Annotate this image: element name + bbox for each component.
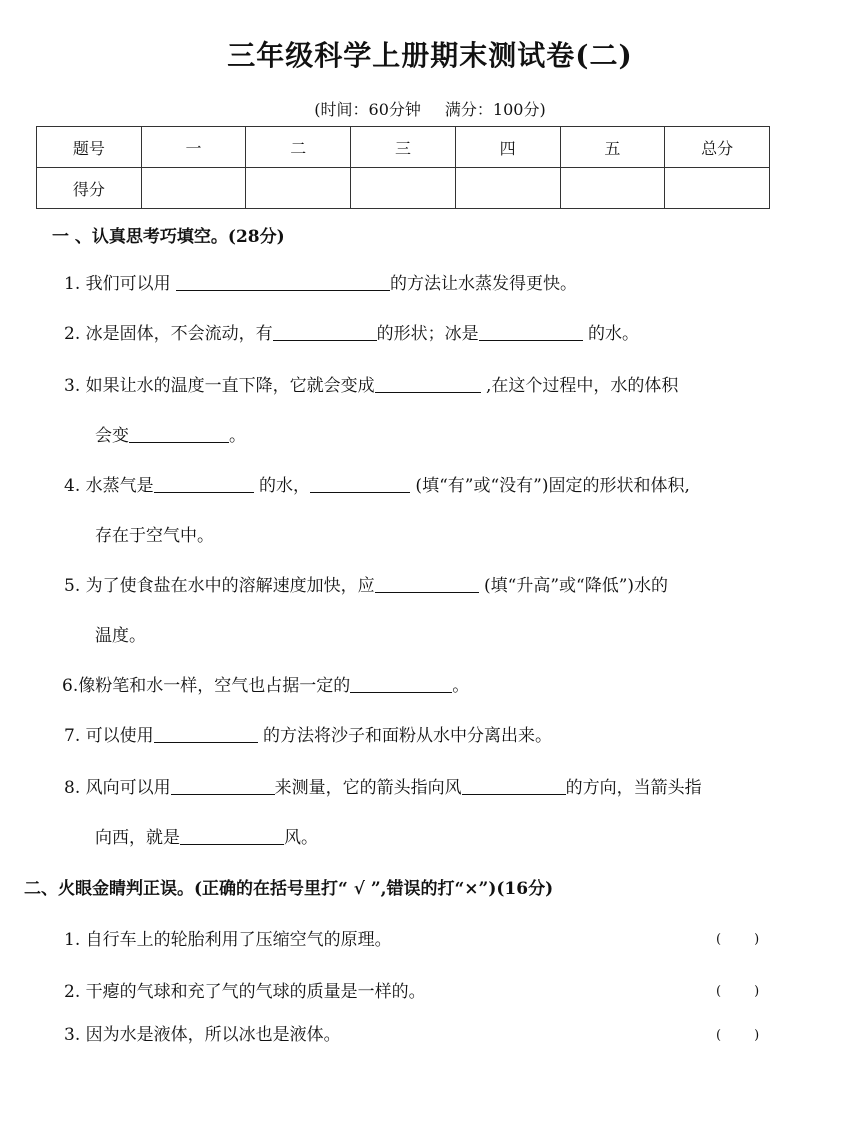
answer-blank[interactable] (154, 474, 254, 493)
question-2-text-a: 2. 冰是固体，不会流动，有 (64, 324, 273, 344)
question-8-text-b: 来测量，它的箭头指向风 (274, 778, 462, 798)
score-table-score-row (37, 168, 770, 209)
header-part-4: 四 (455, 127, 560, 168)
header-part-3: 三 (351, 127, 456, 168)
header-part-1: 一 (141, 127, 246, 168)
question-4-text-d: 存在于空气中。 (95, 526, 214, 546)
score-cell-2[interactable] (246, 168, 351, 209)
answer-parentheses[interactable]: ( ) (716, 932, 760, 947)
header-part-2: 二 (246, 127, 351, 168)
question-2-text-c: 的水。 (582, 324, 640, 344)
question-7 (64, 724, 552, 748)
answer-blank[interactable] (350, 674, 452, 693)
score-cell-4[interactable] (455, 168, 560, 209)
answer-parentheses[interactable]: ( ) (716, 984, 760, 999)
question-5-line-1 (64, 574, 668, 598)
question-3-line-1 (64, 374, 678, 398)
score-cell-3[interactable] (351, 168, 456, 209)
question-2 (64, 322, 639, 346)
question-4-text-c: (填“有”或“没有”)固定的形状和体积, (410, 476, 690, 496)
question-6 (62, 674, 469, 698)
exam-full-score: 满分：100分) (444, 100, 546, 119)
answer-blank[interactable] (375, 374, 481, 393)
score-cell-5[interactable] (560, 168, 665, 209)
question-6-text-b: 。 (452, 676, 470, 696)
question-3-text-c: 会变 (95, 426, 129, 446)
question-3-text-a: 3. 如果让水的温度一直下降，它就会变成 (64, 376, 375, 396)
question-2-text-b: 的形状；冰是 (376, 324, 479, 344)
judge-item-3: 3. 因为水是液体，所以冰也是液体。 (64, 1025, 341, 1045)
question-8-text-d: 向西，就是 (95, 828, 180, 848)
question-5-text-a: 5. 为了使食盐在水中的溶解速度加快，应 (64, 576, 375, 596)
answer-blank[interactable] (176, 272, 390, 291)
page-title: 三年级科学上册期末测试卷(二) (227, 39, 633, 72)
section-2-heading: 二、火眼金睛判正误。(正确的在括号里打“ √ ”,错误的打“×”)(16分) (24, 879, 554, 899)
answer-blank[interactable] (180, 826, 284, 845)
question-3-text-d: 。 (229, 426, 246, 446)
score-cell-total[interactable] (665, 168, 770, 209)
question-6-text-a: 6.像粉笔和水一样，空气也占据一定的 (62, 676, 351, 696)
question-8-text-c: 的方向，当箭头指 (565, 778, 702, 798)
answer-parentheses[interactable]: ( ) (716, 1028, 760, 1043)
answer-blank[interactable] (310, 474, 410, 493)
header-part-5: 五 (560, 127, 665, 168)
question-4-line-1 (64, 474, 690, 498)
answer-blank[interactable] (154, 724, 258, 743)
score-cell-1[interactable] (141, 168, 246, 209)
question-1-text-b: 的方法让水蒸发得更快。 (390, 274, 578, 294)
answer-blank[interactable] (129, 424, 229, 443)
question-1-text-a: 1. 我们可以用 (64, 274, 177, 294)
judge-item-2: 2. 干瘪的气球和充了气的气球的质量是一样的。 (64, 982, 426, 1002)
question-4-line-2 (95, 524, 214, 548)
question-4-text-b: 的水， (253, 476, 311, 496)
row-label-score: 得分 (37, 168, 142, 209)
question-8-text-e: 风。 (284, 828, 318, 848)
question-5-text-c: 温度。 (95, 626, 146, 646)
score-table (36, 126, 770, 209)
question-4-text-a: 4. 水蒸气是 (64, 476, 154, 496)
exam-meta (0, 97, 860, 120)
question-5-text-b: (填“升高”或“降低”)水的 (478, 576, 669, 596)
judge-item-1: 1. 自行车上的轮胎利用了压缩空气的原理。 (64, 930, 392, 950)
question-7-text-a: 7. 可以使用 (64, 726, 154, 746)
answer-blank[interactable] (273, 322, 377, 341)
question-5-line-2 (95, 624, 146, 648)
header-total: 总分 (665, 127, 770, 168)
header-question-number: 题号 (37, 127, 142, 168)
answer-blank[interactable] (479, 322, 583, 341)
question-1 (64, 272, 577, 296)
answer-blank[interactable] (375, 574, 479, 593)
score-table-header-row (37, 127, 770, 168)
exam-time: (时间：60分钟 (314, 100, 421, 119)
question-7-text-b: 的方法将沙子和面粉从水中分离出来。 (257, 726, 553, 746)
question-8-line-1 (64, 776, 702, 800)
question-3-line-2 (95, 424, 246, 448)
question-3-text-b: ,在这个过程中，水的体积 (480, 376, 679, 396)
answer-blank[interactable] (171, 776, 275, 795)
question-8-text-a: 8. 风向可以用 (64, 778, 171, 798)
answer-blank[interactable] (462, 776, 566, 795)
section-1-heading: 一 、认真思考巧填空。(28分) (52, 227, 285, 247)
question-8-line-2 (95, 826, 318, 850)
